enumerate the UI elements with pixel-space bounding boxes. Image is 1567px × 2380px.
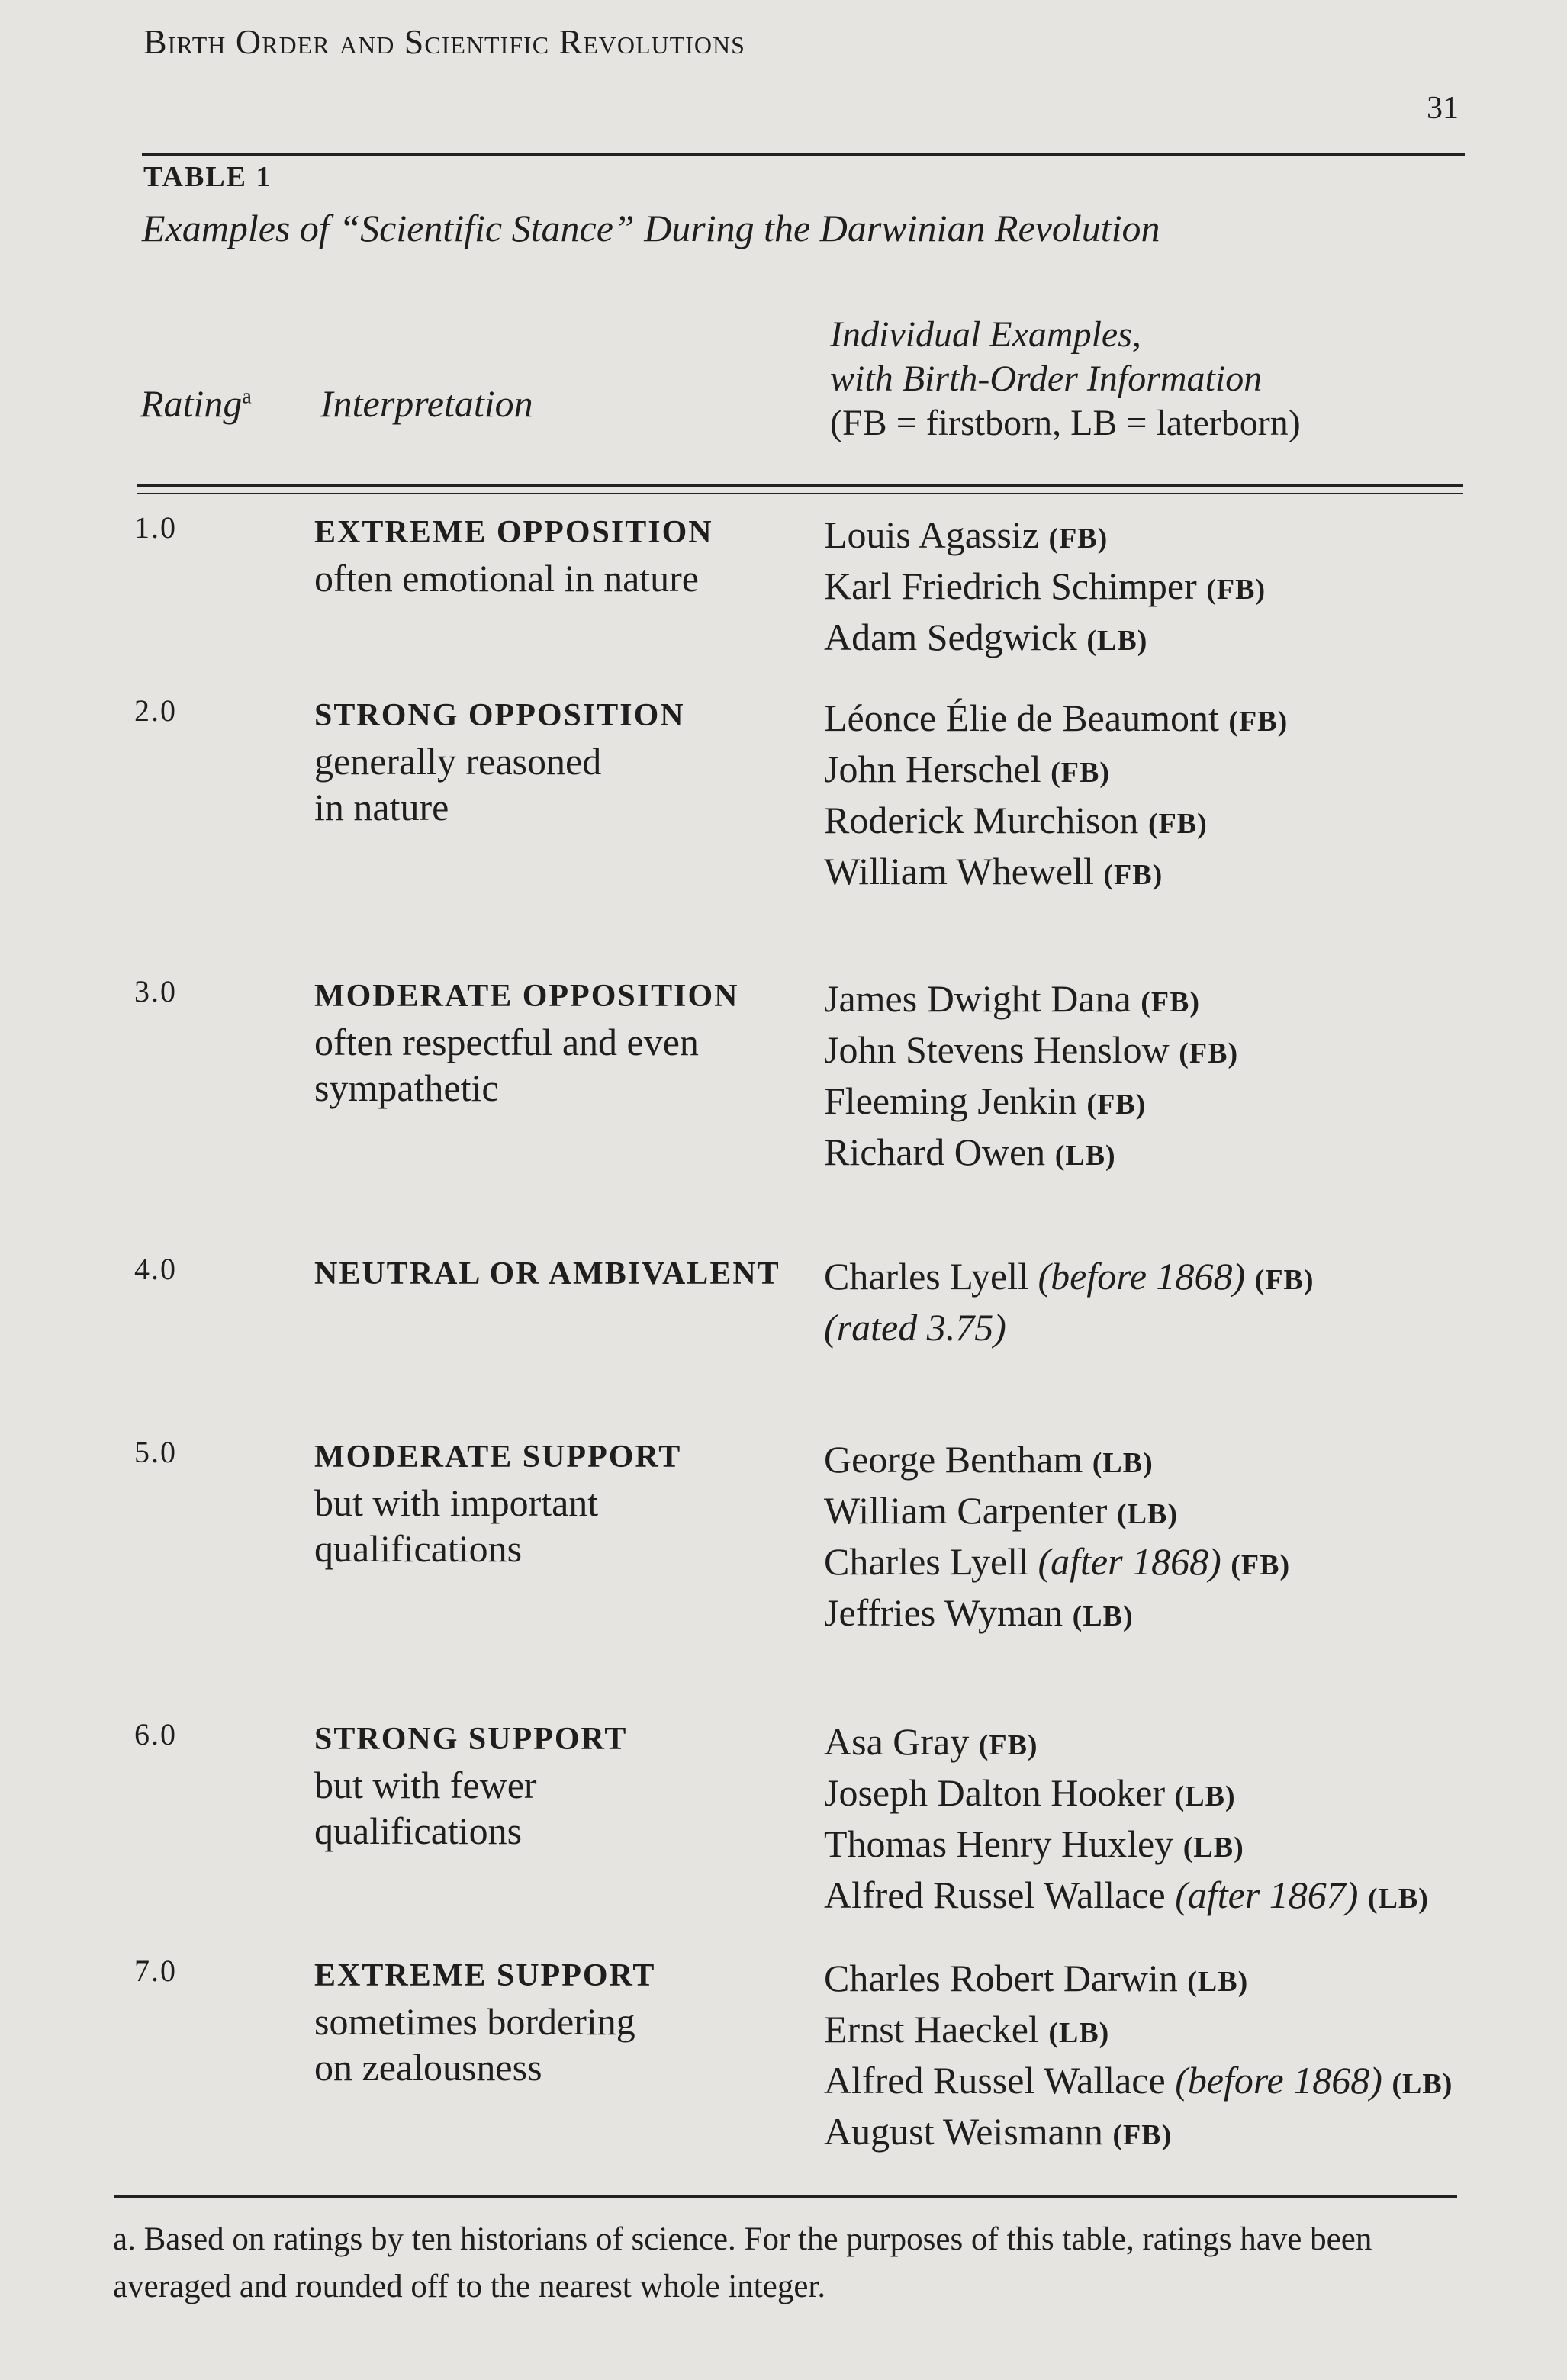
column-header-rating xyxy=(140,381,252,426)
interpretation-cell xyxy=(314,693,803,830)
rating-value: 3.0 xyxy=(134,974,177,1008)
scientist-entry xyxy=(824,1436,1495,1487)
scientist-entry xyxy=(824,562,1495,613)
date-qualifier: (after 1868) xyxy=(1038,1540,1221,1583)
date-qualifier: (before 1868) xyxy=(1175,2059,1382,2102)
scientist-name: Léonce Élie de Beaumont xyxy=(824,696,1219,739)
interpretation-cell xyxy=(314,1251,803,1297)
scientist-entry xyxy=(824,2057,1495,2108)
scientist-entry xyxy=(824,1589,1495,1640)
scientist-entry xyxy=(824,1718,1495,1769)
column-header-interpretation: Interpretation xyxy=(320,382,533,425)
scientist-name: Fleeming Jenkin xyxy=(824,1079,1077,1122)
examples-cell xyxy=(824,511,1495,664)
scientist-name: John Herschel xyxy=(824,748,1041,790)
birth-order-tag: (FB) xyxy=(1147,808,1208,840)
scientist-name: Thomas Henry Huxley xyxy=(824,1822,1174,1865)
scientist-name: Jeffries Wyman xyxy=(824,1591,1063,1634)
header-rule-thin xyxy=(137,493,1463,494)
scientist-name: Charles Robert Darwin xyxy=(824,1957,1178,1999)
stance-description: but with important xyxy=(314,1481,599,1524)
scientist-name: Alfred Russel Wallace xyxy=(824,1873,1166,1916)
scientist-name: James Dwight Dana xyxy=(824,977,1131,1020)
interpretation-cell xyxy=(314,1953,803,2090)
date-qualifier: (after 1867) xyxy=(1175,1873,1359,1916)
rating-value: 7.0 xyxy=(134,1954,177,1988)
stance-label: STRONG SUPPORT xyxy=(314,1722,628,1757)
birth-order-tag: (FB) xyxy=(1086,1089,1147,1121)
birth-order-tag: (FB) xyxy=(1048,523,1108,555)
column-header-examples-line1: Individual Examples, xyxy=(830,314,1141,355)
scientist-name: John Stevens Henslow xyxy=(824,1028,1170,1071)
examples-cell xyxy=(824,1718,1495,1922)
stance-label: MODERATE OPPOSITION xyxy=(314,979,739,1014)
scientist-name: Adam Sedgwick xyxy=(824,616,1077,658)
scientist-entry xyxy=(824,1128,1495,1179)
birth-order-tag: (FB) xyxy=(1051,757,1111,789)
examples-cell xyxy=(824,1436,1495,1640)
scientist-entry xyxy=(824,1077,1495,1128)
scientist-name: Karl Friedrich Schimper xyxy=(824,564,1197,607)
stance-description: but with fewer xyxy=(314,1764,537,1806)
birth-order-tag: (FB) xyxy=(1103,859,1163,891)
scientist-entry xyxy=(824,1026,1495,1077)
stance-label: EXTREME OPPOSITION xyxy=(314,515,713,550)
rating-value: 5.0 xyxy=(134,1435,177,1469)
scientist-name: Louis Agassiz xyxy=(824,513,1039,556)
rating-value: 4.0 xyxy=(134,1252,177,1286)
date-qualifier: (rated 3.75) xyxy=(824,1306,1006,1349)
scientist-entry xyxy=(824,1538,1495,1589)
scientist-entry xyxy=(824,694,1495,745)
scientist-name: Charles Lyell xyxy=(824,1255,1028,1298)
birth-order-tag: (LB) xyxy=(1116,1498,1178,1530)
examples-cell xyxy=(824,975,1495,1179)
scientist-name: William Whewell xyxy=(824,850,1094,892)
stance-description: qualifications xyxy=(314,1527,523,1570)
birth-order-tag: (FB) xyxy=(1231,1549,1291,1581)
stance-description: sympathetic xyxy=(314,1066,499,1109)
scientist-name: William Carpenter xyxy=(824,1489,1108,1532)
stance-description: sometimes bordering xyxy=(314,2000,635,2043)
interpretation-cell xyxy=(314,510,803,601)
birth-order-tag: (LB) xyxy=(1367,1883,1429,1915)
table-top-rule xyxy=(142,153,1465,156)
date-qualifier: (before 1868) xyxy=(1038,1255,1246,1298)
footnote-rule xyxy=(114,2195,1457,2198)
scientist-entry xyxy=(824,1820,1495,1871)
scientist-entry xyxy=(824,975,1495,1026)
scientist-entry xyxy=(824,2005,1495,2057)
stance-description: often respectful and even xyxy=(314,1021,699,1063)
stance-label: MODERATE SUPPORT xyxy=(314,1439,682,1475)
rating-value: 1.0 xyxy=(134,510,177,545)
scientist-name: Ernst Haeckel xyxy=(824,2008,1039,2050)
birth-order-key: (FB = firstborn, LB = laterborn) xyxy=(830,403,1301,443)
scientist-name: Roderick Murchison xyxy=(824,799,1139,841)
scientist-name: Charles Lyell xyxy=(824,1540,1028,1583)
table-title: Examples of “Scientific Stance” During the Darwinian Revolution xyxy=(142,207,1160,249)
column-header-rating-label: Rating xyxy=(140,382,243,425)
birth-order-tag: (FB) xyxy=(978,1729,1038,1761)
birth-order-tag: (LB) xyxy=(1072,1600,1134,1632)
scientist-entry xyxy=(824,2108,1495,2159)
birth-order-tag: (LB) xyxy=(1174,1780,1236,1812)
column-header-examples xyxy=(830,313,1456,445)
stance-description: in nature xyxy=(314,786,449,828)
scientist-entry xyxy=(824,1954,1495,2005)
scientist-entry xyxy=(824,613,1495,664)
scientist-name: Alfred Russel Wallace xyxy=(824,2059,1166,2102)
examples-cell xyxy=(824,1954,1495,2159)
footnote-marker: a xyxy=(242,384,252,409)
scientist-name: Joseph Dalton Hooker xyxy=(824,1771,1166,1814)
scientist-name: Asa Gray xyxy=(824,1720,970,1763)
scientist-entry xyxy=(824,511,1495,562)
scientist-name: August Weismann xyxy=(824,2110,1103,2153)
scientist-entry xyxy=(824,745,1495,796)
birth-order-tag: (LB) xyxy=(1086,625,1148,657)
stance-description: on zealousness xyxy=(314,2046,542,2089)
header-rule-thick xyxy=(137,484,1463,487)
scientist-entry xyxy=(824,796,1495,847)
scientist-entry xyxy=(824,1304,1495,1351)
birth-order-tag: (LB) xyxy=(1054,1140,1116,1172)
interpretation-cell xyxy=(314,1434,803,1571)
birth-order-tag: (LB) xyxy=(1187,1966,1249,1998)
interpretation-cell xyxy=(314,973,803,1111)
rating-value: 2.0 xyxy=(134,693,177,728)
birth-order-tag: (FB) xyxy=(1228,706,1289,738)
birth-order-tag: (LB) xyxy=(1392,2068,1453,2100)
page-number: 31 xyxy=(1427,91,1459,126)
birth-order-tag: (FB) xyxy=(1254,1264,1314,1296)
stance-label: STRONG OPPOSITION xyxy=(314,698,685,733)
scientist-entry xyxy=(824,1253,1495,1304)
examples-cell xyxy=(824,1253,1495,1351)
column-header-examples-line2: with Birth-Order Information xyxy=(830,359,1263,399)
birth-order-tag: (LB) xyxy=(1182,1832,1244,1864)
birth-order-tag: (LB) xyxy=(1092,1447,1154,1479)
stance-label: NEUTRAL OR AMBIVALENT xyxy=(314,1256,780,1291)
scientist-name: George Bentham xyxy=(824,1438,1083,1481)
interpretation-cell xyxy=(314,1716,803,1854)
table-footnote: a. Based on ratings by ten historians of science. For the purposes of this table, ratings have been averaged and rounded off to the nearest whole integer. xyxy=(113,2221,1372,2304)
stance-description: qualifications xyxy=(314,1809,523,1852)
table-label: TABLE 1 xyxy=(143,161,272,193)
scientist-entry xyxy=(824,847,1495,899)
stance-description: generally reasoned xyxy=(314,740,602,783)
scientist-entry xyxy=(824,1487,1495,1538)
birth-order-tag: (LB) xyxy=(1048,2017,1110,2049)
birth-order-tag: (FB) xyxy=(1141,986,1201,1018)
birth-order-tag: (FB) xyxy=(1112,2119,1173,2151)
rating-value: 6.0 xyxy=(134,1717,177,1751)
birth-order-tag: (FB) xyxy=(1206,574,1266,606)
stance-description: often emotional in nature xyxy=(314,557,700,600)
birth-order-tag: (FB) xyxy=(1179,1037,1239,1069)
scientist-entry xyxy=(824,1871,1495,1922)
examples-cell xyxy=(824,694,1495,899)
scientist-name: Richard Owen xyxy=(824,1130,1046,1173)
running-head: Birth Order and Scientific Revolutions xyxy=(143,22,745,61)
stance-label: EXTREME SUPPORT xyxy=(314,1958,656,1993)
scientist-entry xyxy=(824,1769,1495,1820)
